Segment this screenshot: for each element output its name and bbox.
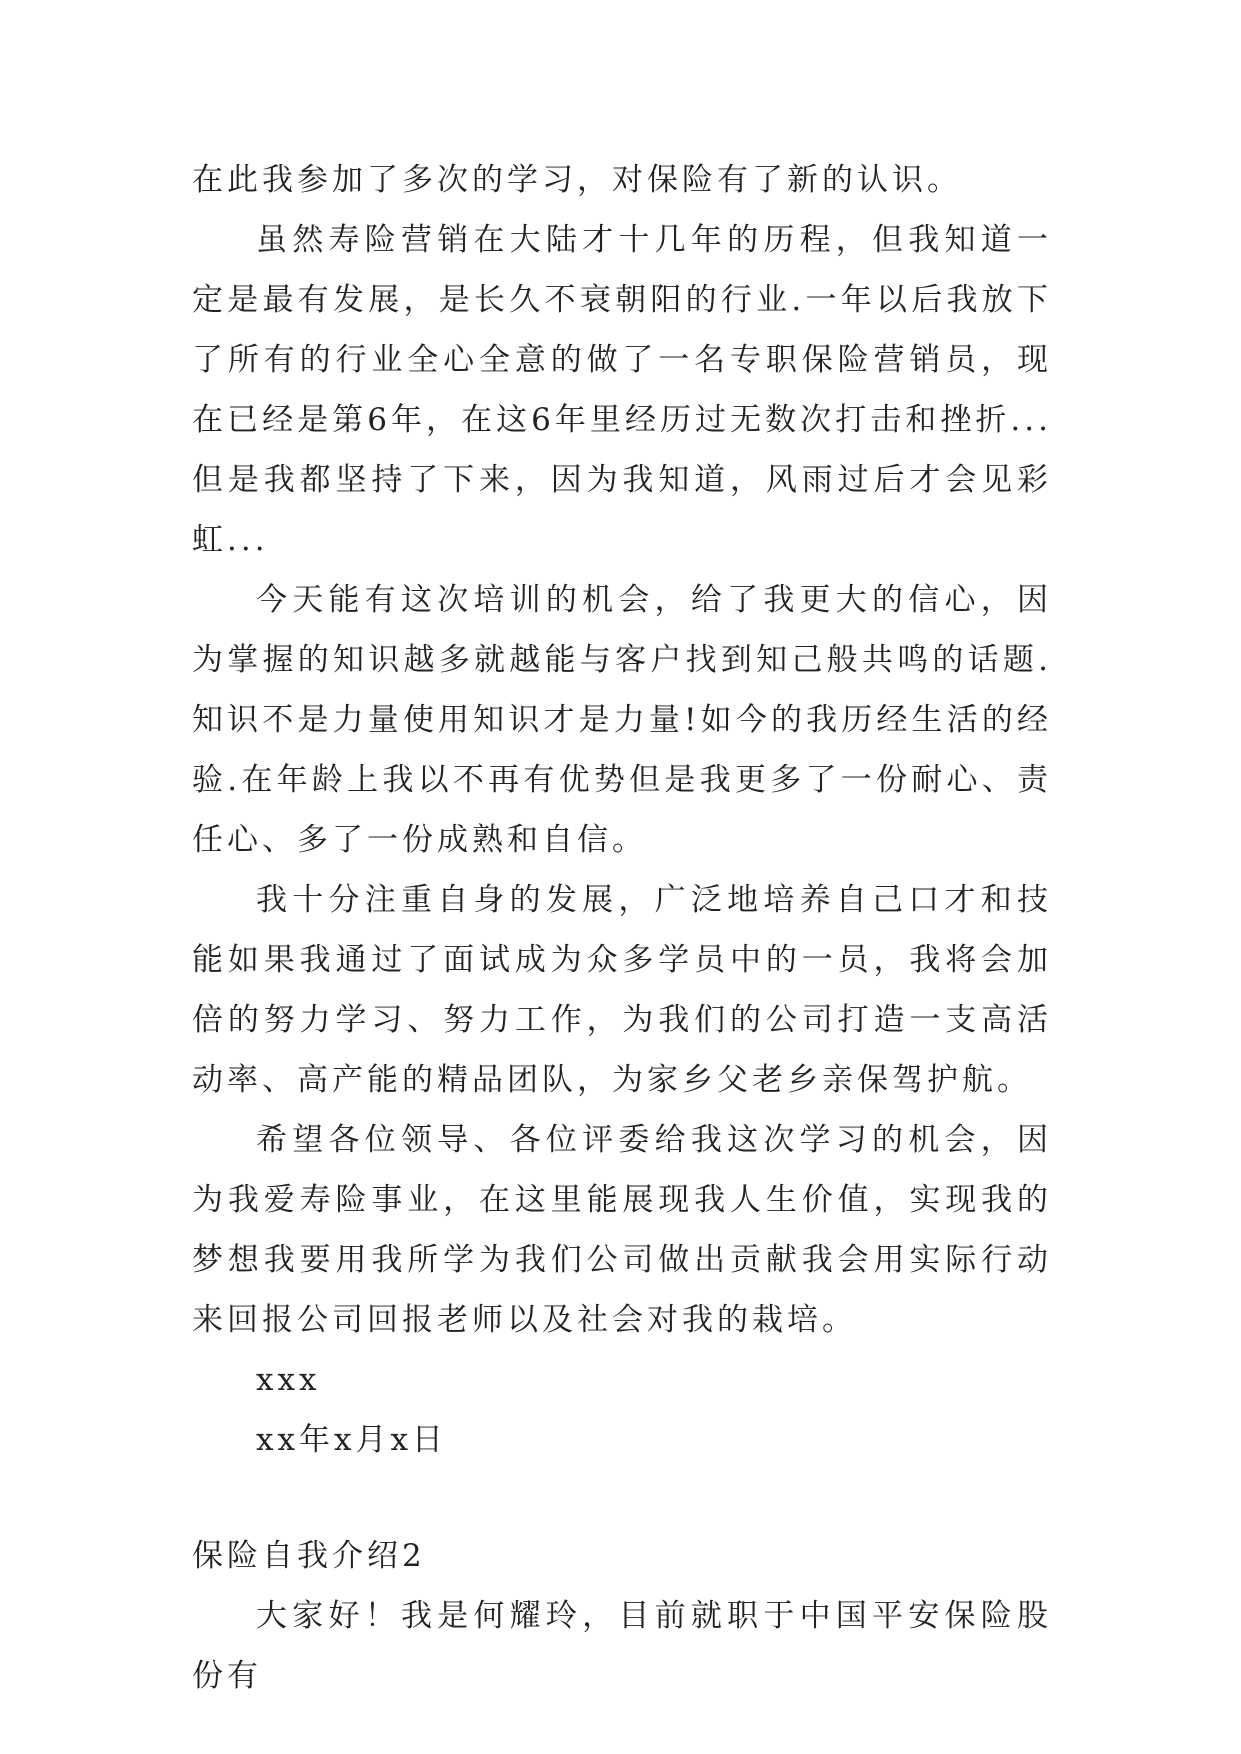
section-spacer	[192, 1470, 1052, 1526]
section2-first-line: 大家好！我是何耀玲，目前就职于中国平安保险股份有	[192, 1598, 1052, 1694]
document-body	[192, 150, 1052, 1706]
signature-name: xxx	[256, 1362, 321, 1398]
paragraph-training: 今天能有这次培训的机会，给了我更大的信心，因为掌握的知识越多就越能与客户找到知己般共鸣的话题.知识不是力量使用知识才是力量!如今的我历经生活的经验.在年龄上我以不再有优势但是我更多了一份耐心、责任心、多了一份成熟和自信。	[192, 582, 1052, 858]
paragraph-continuation: 在此我参加了多次的学习，对保险有了新的认识。	[192, 162, 962, 198]
signature-date: xx年x月x日	[256, 1422, 447, 1458]
section-title: 保险自我介绍2	[192, 1538, 426, 1574]
paragraph-closing: 希望各位领导、各位评委给我这次学习的机会，因为我爱寿险事业，在这里能展现我人生价值，实现我的梦想我要用我所学为我们公司做出贡献我会用实际行动来回报公司回报老师以及社会对我的栽培。	[192, 1122, 1052, 1338]
paragraph-career: 虽然寿险营销在大陆才十几年的历程，但我知道一定是最有发展，是长久不衰朝阳的行业.一年以后我放下了所有的行业全心全意的做了一名专职保险营销员，现在已经是第6年，在这6年里经历过无数次打击和挫折...但是我都坚持了下来，因为我知道，风雨过后才会见彩虹...	[192, 222, 1052, 558]
paragraph-development: 我十分注重自身的发展，广泛地培养自己口才和技能如果我通过了面试成为众多学员中的一员，我将会加倍的努力学习、努力工作，为我们的公司打造一支高活动率、高产能的精品团队，为家乡父老乡亲保驾护航。	[192, 882, 1052, 1098]
